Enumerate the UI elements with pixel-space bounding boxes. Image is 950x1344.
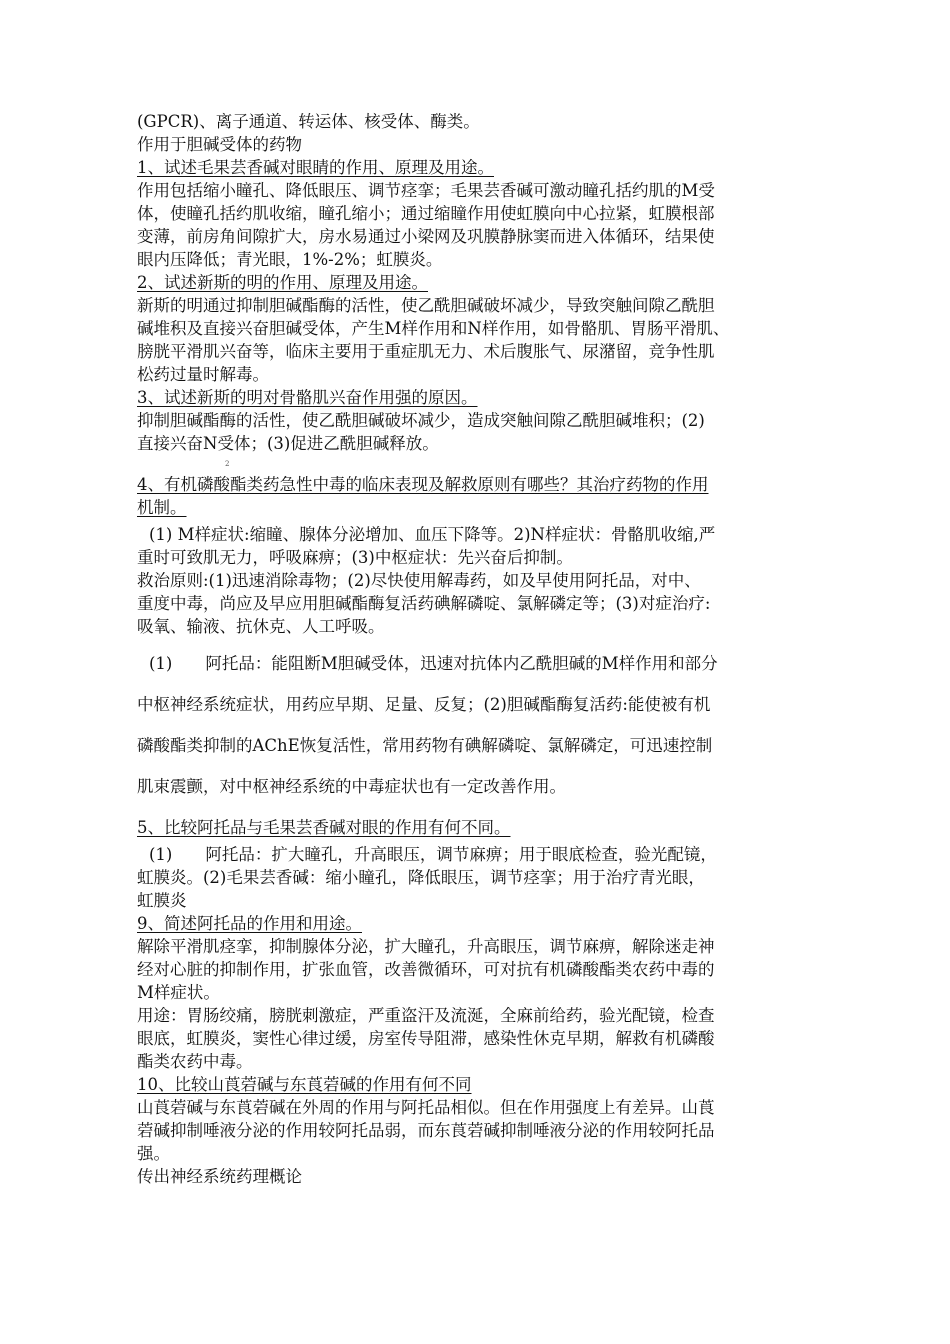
answer-line: 眼底，虹膜炎，窦性心律过缓，房室传导阻滞，感染性休克早期，解救有机磷酸 xyxy=(137,1029,715,1048)
question-10: 10、比较山莨菪碱与东莨菪碱的作用有何不同 xyxy=(137,1075,472,1094)
answer-line: 解除平滑肌痉挛，抑制腺体分泌，扩大瞳孔，升高眼压，调节麻痹，解除迷走神 xyxy=(137,937,715,956)
answer-line: 酯类农药中毒。 xyxy=(137,1052,253,1071)
answer-line: 吸氧、输液、抗休克、人工呼吸。 xyxy=(137,617,385,636)
answer-line: 重时可致肌无力，呼吸麻痹；(3)中枢症状：先兴奋后抑制。 xyxy=(137,548,573,567)
question-9: 9、简述阿托品的作用和用途。 xyxy=(137,914,362,933)
document-page xyxy=(137,110,827,1188)
answer-line: 用途：胃肠绞痛，膀胱刺激症，严重盗汗及流涎，全麻前给药，验光配镜，检查 xyxy=(137,1006,715,1025)
answer-line: 虹膜炎。(2)毛果芸香碱：缩小瞳孔，降低眼压，调节痉挛；用于治疗青光眼， xyxy=(137,868,705,887)
small-mark: 2 xyxy=(225,460,230,468)
question-4: 4、有机磷酸酯类药急性中毒的临床表现及解救原则有哪些？其治疗药物的作用 xyxy=(137,475,709,494)
answer-line: 变薄，前房角间隙扩大，房水易通过小梁网及巩膜静脉窦而进入体循环，结果使 xyxy=(137,227,715,246)
answer-line: 眼内压降低；青光眼，1%-2%；虹膜炎。 xyxy=(137,250,443,269)
answer-line: 直接兴奋N受体；(3)促进乙酰胆碱释放。 xyxy=(137,434,439,453)
answer-line: 碱堆积及直接兴奋胆碱受体，产生M样作用和N样作用，如骨骼肌、胃肠平滑肌、 xyxy=(137,319,730,338)
answer-line: 松药过量时解毒。 xyxy=(137,365,269,384)
answer-line: 虹膜炎 xyxy=(137,891,187,910)
question-3: 3、试述新斯的明对骨骼肌兴奋作用强的原因。 xyxy=(137,388,478,407)
answer-line: 救治原则:(1)迅速消除毒物；(2)尽快使用解毒药，如及早使用阿托品，对中、 xyxy=(137,571,701,590)
question-1: 1、试述毛果芸香碱对眼睛的作用、原理及用途。 xyxy=(137,158,494,177)
section-heading: 传出神经系统药理概论 xyxy=(137,1167,302,1186)
answer-line: 重度中毒，尚应及早应用胆碱酯酶复活药碘解磷啶、氯解磷定等；(3)对症治疗: xyxy=(137,594,711,613)
answer-line: 中枢神经系统症状，用药应早期、足量、反复；(2)胆碱酯酶复活药:能使被有机 xyxy=(137,695,711,714)
answer-line: 膀胱平滑肌兴奋等，临床主要用于重症肌无力、术后腹胀气、尿潴留，竞争性肌 xyxy=(137,342,715,361)
answer-line: 抑制胆碱酯酶的活性，使乙酰胆碱破坏减少，造成突触间隙乙酰胆碱堆积；(2) xyxy=(137,411,705,430)
answer-line: 磷酸酯类抑制的AChE恢复活性，常用药物有碘解磷啶、氯解磷定，可迅速控制 xyxy=(137,736,713,755)
answer-line: (1) 阿托品：扩大瞳孔，升高眼压，调节麻痹；用于眼底检查，验光配镜， xyxy=(149,845,717,864)
section-heading: 作用于胆碱受体的药物 xyxy=(137,135,302,154)
answer-line: 肌束震颤，对中枢神经系统的中毒症状也有一定改善作用。 xyxy=(137,777,566,796)
question-2: 2、试述新斯的明的作用、原理及用途。 xyxy=(137,273,428,292)
answer-line: 新斯的明通过抑制胆碱酯酶的活性，使乙酰胆碱破坏减少，导致突触间隙乙酰胆 xyxy=(137,296,715,315)
answer-line: 强。 xyxy=(137,1144,170,1163)
question-4-cont: 机制。 xyxy=(137,498,187,517)
answer-line: 山莨菪碱与东莨菪碱在外周的作用与阿托品相似。但在作用强度上有差异。山莨 xyxy=(137,1098,715,1117)
answer-line: (1) M样症状:缩瞳、腺体分泌增加、血压下降等。2)N样症状：骨骼肌收缩,严 xyxy=(149,525,716,544)
answer-line: 经对心脏的抑制作用，扩张血管，改善微循环，可对抗有机磷酸酯类农药中毒的 xyxy=(137,960,715,979)
answer-line: 作用包括缩小瞳孔、降低眼压、调节痉挛；毛果芸香碱可激动瞳孔括约肌的M受 xyxy=(137,181,715,200)
answer-line: M样症状。 xyxy=(137,983,220,1002)
answer-line: 体，使瞳孔括约肌收缩，瞳孔缩小；通过缩瞳作用使虹膜向中心拉紧，虹膜根部 xyxy=(137,204,715,223)
text-line: (GPCR)、离子通道、转运体、核受体、酶类。 xyxy=(137,112,480,131)
answer-line: (1) 阿托品：能阻断M胆碱受体，迅速对抗体内乙酰胆碱的M样作用和部分 xyxy=(149,654,718,673)
question-5: 5、比较阿托品与毛果芸香碱对眼的作用有何不同。 xyxy=(137,818,511,837)
answer-line: 菪碱抑制唾液分泌的作用较阿托品弱，而东莨菪碱抑制唾液分泌的作用较阿托品 xyxy=(137,1121,715,1140)
